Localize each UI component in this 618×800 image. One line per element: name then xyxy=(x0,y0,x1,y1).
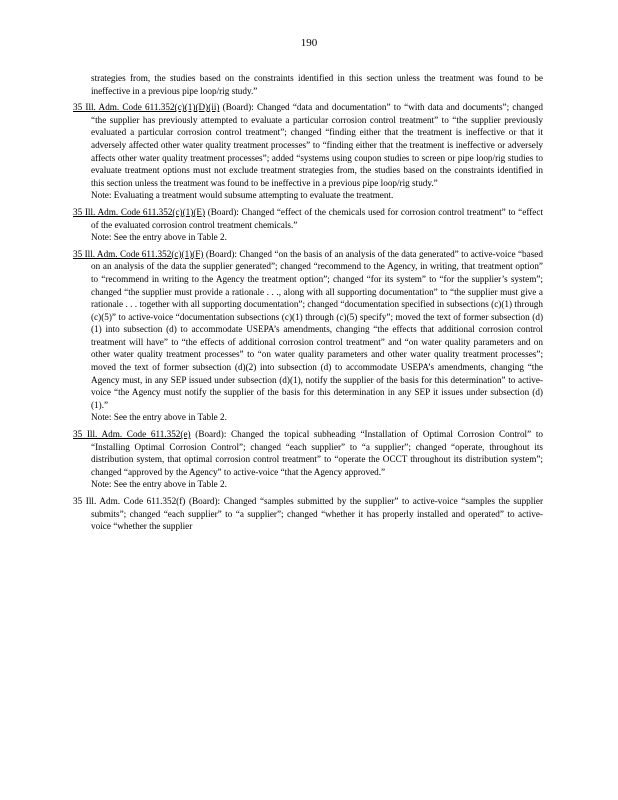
entry-paragraph xyxy=(73,495,543,533)
code-citation: 35 Ill. Adm. Code 611.352(e) xyxy=(73,429,191,440)
amendment-entry xyxy=(73,495,543,533)
entry-note: Note: Evaluating a treatment would subsume attempting to evaluate the treatment. xyxy=(91,190,394,201)
entry-note: Note: See the entry above in Table 2. xyxy=(91,412,227,423)
amendment-entry xyxy=(73,428,543,491)
entry-body: (Board): Changed “data and documentation” to “with data and documents”; changed “the supplier has previously attempted to evaluate a particular corrosion control treatment” to “the supplier previously evaluated a particular corrosion control treatment”; changed “finding either that the treatment is ineffective or that it adversely affected other water quality treatment processes” to “finding either that the treatment is ineffective or adversely affects other water quality treatment processes”; added “systems using coupon studies to screen or pipe loop/rig studies to evaluate treatment options must not exclude treatment strategies from, the studies based on the constraints identified in this section unless the treatment was found to be ineffective in a previous pipe loop/rig study.” xyxy=(91,102,543,188)
entry-body: (Board): Changed “effect of the chemicals used for corrosion control treatment” to “effect of the evaluated corrosion control treatment chemicals.” xyxy=(91,206,544,230)
entry-paragraph xyxy=(73,206,543,231)
entry-paragraph xyxy=(73,101,543,189)
entry-paragraph xyxy=(73,428,543,478)
code-citation: 35 Ill. Adm. Code 611.352(c)(1)(E) xyxy=(73,206,206,217)
entry-body: (Board): Changed “on the basis of an analysis of the data generated” to active-voice “based on an analysis of the data the supplier generated”; changed “recommend to the Agency, in writing, that treatment option” to “recommend in writing to the Agency the treatment option”; changed “for its system” to “for the supplier’s system”; changed “the supplier must provide a rationale . . ., along with all supporting documentation” to “the supplier must give a rationale . . . together with all supporting documentation”; changed “documentation specified in subsections (c)(1) through (c)(5)” to active-voice “documentation subsections (c)(1) through (c)(5) specify”; moved the text of former subsection (d)(1) into subsection (d) to accommodate USEPA’s amendments, changing “the effects that additional corrosion control treatment will have” to “the effects of additional corrosion control treatment” and “on water quality parameters and on other water quality treatment processes” to “on water quality parameters and other water quality treatment processes”; moved the text of former subsection (d)(2) into subsection (d) to accommodate USEPA’s amendments, changing “the Agency must, in any SEP issued under subsection (d)(1), notify the supplier of the basis for this determination” to active-voice “the Agency must notify the supplier of the basis for this determination in any SEP it issues under subsection (d)(1).” xyxy=(91,248,543,410)
page-content xyxy=(73,72,543,533)
page-number: 190 xyxy=(300,37,318,49)
amendment-entry xyxy=(73,101,543,202)
entry-body: (Board): Changed “samples submitted by the supplier” to active-voice “samples the supplier submits”; changed “each supplier” to “a supplier”; changed “whether it has properly installed and operated” to active-voice “whether the supplier xyxy=(91,496,544,532)
amendment-entry xyxy=(73,206,543,244)
code-citation: 35 Ill. Adm. Code 611.352(c)(1)(D)(ii) xyxy=(73,102,220,113)
entry-body: (Board): Changed the topical subheading “Installation of Optimal Corrosion Control” to “Installing Optimal Corrosion Control”; changed “each supplier” to “a supplier”; changed “operate, throughout its distribution system, that optimal corrosion control treatment” to “operate the OCCT throughout its distribution system”; changed “approved by the Agency” to active-voice “that the Agency approved.” xyxy=(91,429,543,477)
continuation-paragraph: strategies from, the studies based on the constraints identified in this section unless the treatment was found to be ineffective in a previous pipe loop/rig study.” xyxy=(91,73,543,96)
entry-paragraph xyxy=(73,248,543,412)
amendment-entry xyxy=(73,248,543,424)
code-citation: 35 Ill. Adm. Code 611.352(f) xyxy=(73,496,186,506)
entry-note: Note: See the entry above in Table 2. xyxy=(91,479,227,490)
code-citation: 35 Ill. Adm. Code 611.352(c)(1)(F) xyxy=(73,248,204,259)
entry-note: Note: See the entry above in Table 2. xyxy=(91,232,227,243)
